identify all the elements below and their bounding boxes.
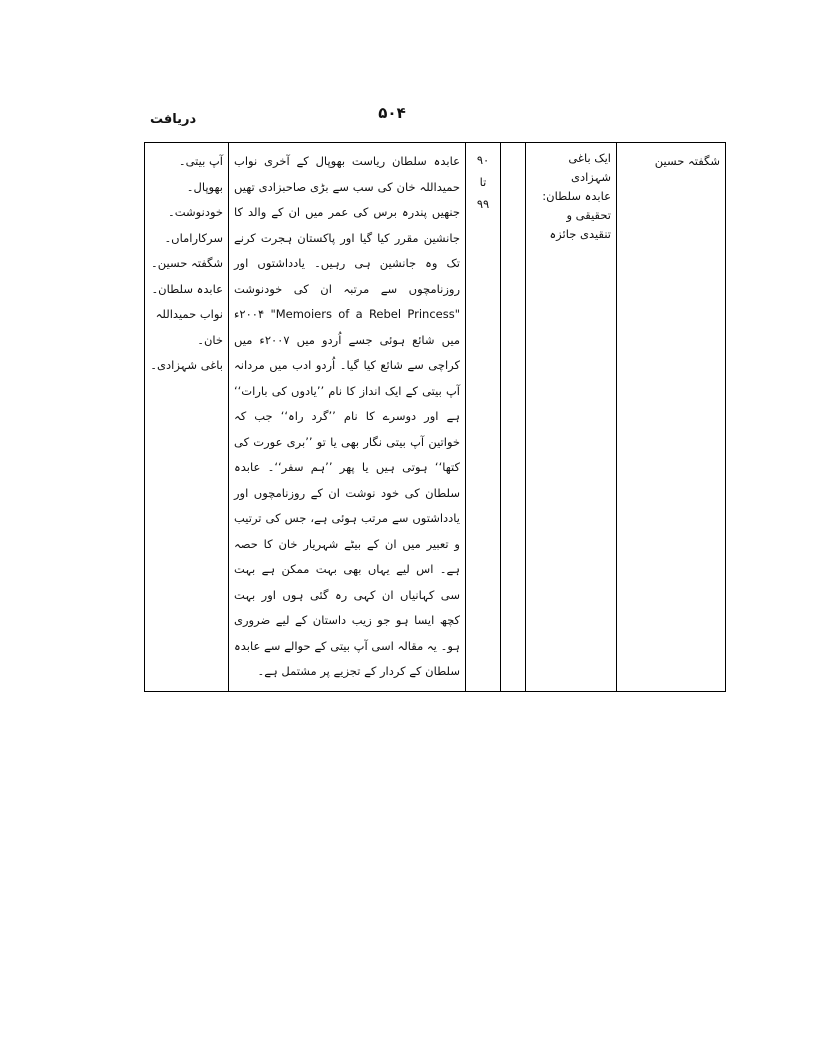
empty-cell [501,143,526,692]
keyword: نواب حمیداللہ [155,307,223,321]
pages-cell [466,143,501,692]
abstract-english-title: "Memoiers of a Rebel Princess" [270,307,460,321]
page-number: ۵۰۴ [378,104,406,122]
abstract-cell [229,143,466,692]
page-start: ۹۰ [476,153,490,167]
keyword: آپ بیتی۔ [178,154,223,168]
page-separator: تا [479,175,487,189]
abstract-text-continued: ۲۰۰۴ء میں شائع ہوئی جسے اُردو میں ۲۰۰۷ء میں کراچی سے شائع کیا گیا۔ اُردو ادب میں مردانہ آپ بیتی کے ایک انداز کا نام ’’یادوں کی بارات‘‘ ہے اور دوسرے کا نام ’’گرد راہ‘‘ جب کہ خواتین آپ بیتی نگار بھی یا تو ’’بری عورت کی کتھا‘‘ ہوتی ہیں یا پھر ’’ہم سفر‘‘۔ عابدہ سلطان کی خود نوشت ان کے روزنامچوں اور یادداشتوں سے مرتب ہوئی ہے، جس کی ترتیب و تعبیر میں ان کے بیٹے شہریار خان کا حصہ ہے۔ اس لیے یہاں بھی بہت ممکن ہے بہت سی کہانیاں ان کہی رہ گئی ہوں اور بہت کچھ ایسا ہو جو زیب داستان کے لیے ضروری ہو۔ یہ مقالہ اسی آپ بیتی کے حوالے سے عابدہ سلطان کے کردار کے تجزیے پر مشتمل ہے۔ [234,307,460,678]
keyword: شگفتہ حسین۔ [151,256,223,270]
title-line: عابدہ سلطان: تحقیقی و [542,189,611,222]
keyword: عابدہ سلطان۔ [151,281,223,296]
keyword: بھوپال۔ [186,179,223,194]
abstract-text: عابدہ سلطان ریاست بھوپال کے آخری نواب حمیداللہ خان کی سب سے بڑی صاحبزادی تھیں جنھیں پندرہ برس کی عمر میں ان کے والد کا جانشین مقرر کیا گیا اور پاکستان ہجرت کرنے تک وہ جانشین ہی رہیں۔ یادداشتوں اور روزنامچوں سے مرتبہ ان کی خودنوشت [234,154,460,296]
keyword: خودنوشت۔ [168,205,223,219]
table-row [145,143,726,692]
keyword: باغی شہزادی۔ [150,358,223,372]
author-name: شگفتہ حسین [654,154,720,168]
page-end: ۹۹ [476,197,490,211]
author-cell [617,143,726,692]
keyword: سرکاراماں۔ [164,230,223,245]
index-entry-table [144,142,726,692]
keywords-cell [145,143,229,692]
keyword: خان۔ [197,332,223,347]
title-cell [526,143,617,692]
title-line: ایک باغی شہزادی [568,151,611,184]
title-line: تنقیدی جائزہ [549,227,611,241]
journal-name: دریافت [150,112,197,127]
